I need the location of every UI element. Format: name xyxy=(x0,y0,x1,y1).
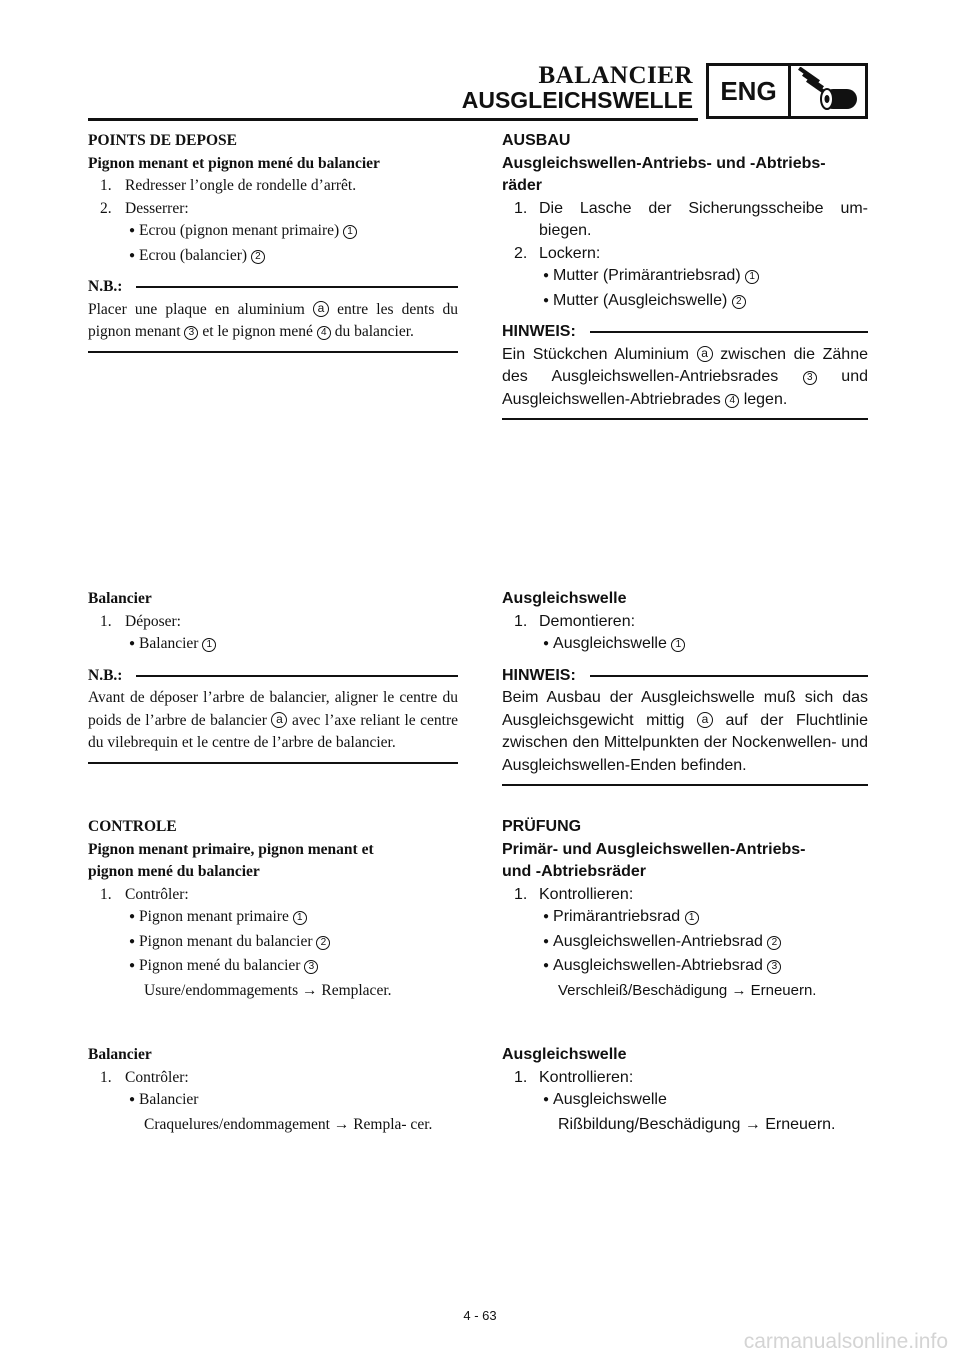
bullet-item: ● Ecrou (balancier) 2 xyxy=(88,245,458,270)
fr-balancer-section xyxy=(88,588,458,764)
ref-number: 4 xyxy=(725,394,739,408)
step: 1. Kontrollieren: xyxy=(514,885,634,903)
note-body: Ein Stückchen Aluminium a zwischen die Zähne des Ausgleichswellen-Antriebsrades 3 und Ausgleichswellen-Abtriebrades 4 legen. xyxy=(502,345,868,408)
section-badge xyxy=(706,63,868,119)
ref-number: 3 xyxy=(767,960,781,974)
de-removal-section xyxy=(502,130,868,420)
eng-label: ENG xyxy=(709,66,791,116)
bullet-item: ● Mutter (Primärantriebsrad) 1 xyxy=(502,265,868,290)
step: 2. Desserrer: xyxy=(100,199,189,217)
ref-number: 3 xyxy=(803,371,817,385)
bullet-item: ● Ausgleichswellen-Antriebsrad 2 xyxy=(502,931,868,956)
subsection-heading: Primär- und Ausgleichswellen-Antriebs- xyxy=(502,840,806,858)
subsection-heading: pignon mené du balancier xyxy=(88,863,260,880)
bullet-item: ● Pignon mené du balancier 3 xyxy=(88,955,458,980)
step: 1. Demontieren: xyxy=(514,612,636,630)
note-end-rule xyxy=(502,784,868,786)
ref-number: 1 xyxy=(293,911,307,925)
ref-number: 1 xyxy=(745,270,759,284)
bullet-item: ● Balancier xyxy=(88,1089,458,1114)
bullet-item: ● Pignon menant du balancier 2 xyxy=(88,931,458,956)
step: 2. Lockern: xyxy=(514,244,601,262)
result-text: Craquelures/endommagement → Rempla- cer. xyxy=(144,1115,433,1133)
subsection-heading: Ausgleichswelle xyxy=(502,590,627,607)
header-rule xyxy=(88,118,698,121)
note-header: N.B.: xyxy=(88,665,458,688)
note-end-rule xyxy=(88,351,458,353)
ref-number: 3 xyxy=(304,960,318,974)
note-header: HINWEIS: xyxy=(502,321,868,344)
ref-number: 2 xyxy=(732,295,746,309)
note-body: Placer une plaque en aluminium a entre les dents du pignon menant 3 et le pignon mené 4 du balancier. xyxy=(88,300,459,340)
step: 1. Redresser l’ongle de rondelle d’arrêt. xyxy=(100,177,357,194)
subsection-heading: Ausgleichswellen-Antriebs- und -Abtriebs- räder xyxy=(502,154,826,194)
ref-number: 2 xyxy=(251,250,265,264)
step: 1. Contrôler: xyxy=(100,885,189,903)
note-header: HINWEIS: xyxy=(502,665,868,688)
bullet-item: ● Ausgleichswellen-Abtriebsrad 3 xyxy=(502,955,868,980)
ref-letter: a xyxy=(697,712,713,728)
ref-letter: a xyxy=(697,346,713,362)
step: 1. Kontrollieren: xyxy=(514,1068,634,1086)
bullet-item: ● Balancier 1 xyxy=(88,633,458,658)
ref-number: 1 xyxy=(202,638,216,652)
fr-control-section xyxy=(88,816,458,1002)
ref-number: 4 xyxy=(317,326,331,340)
header-title-fr: BALANCIER xyxy=(538,62,693,89)
page-number: 4 - 63 xyxy=(463,1308,497,1323)
de-balancer-section xyxy=(502,588,868,786)
step: 1. Contrôler: xyxy=(100,1068,189,1086)
note-body: Beim Ausbau der Ausgleichswelle muß sich das Ausgleichsgewicht mittig a auf der Fluchtlinie zwischen den Mittelpunkten der Nockenwellen- und Ausgleichswellen-Enden befinden. xyxy=(502,689,868,774)
bullet-item: ● Ausgleichswelle xyxy=(502,1089,868,1114)
section-heading: AUSBAU xyxy=(502,132,571,149)
note-end-rule xyxy=(502,418,868,420)
section-heading: POINTS DE DEPOSE xyxy=(88,132,238,149)
subsection-heading: Pignon menant primaire, pignon menant et xyxy=(88,840,374,858)
ref-letter: a xyxy=(313,301,329,317)
ref-letter: a xyxy=(271,712,287,728)
bullet-item: ● Primärantriebsrad 1 xyxy=(502,906,868,931)
note-header: N.B.: xyxy=(88,276,458,299)
de-balancer-check-section xyxy=(502,1044,868,1136)
ref-number: 1 xyxy=(343,225,357,239)
ref-number: 2 xyxy=(316,936,330,950)
subsection-heading: Ausgleichswelle xyxy=(502,1046,627,1063)
ref-number: 2 xyxy=(767,936,781,950)
ref-number: 3 xyxy=(184,326,198,340)
fr-removal-section xyxy=(88,130,458,353)
fr-balancer-check-section xyxy=(88,1044,458,1136)
de-control-section xyxy=(502,816,868,1002)
section-heading: PRÜFUNG xyxy=(502,818,582,835)
engine-tool-icon xyxy=(791,66,865,116)
note-body: Avant de déposer l’arbre de balancier, aligner le centre du poids de l’arbre de balancier a avec l’axe reliant le centre du vilebrequin et le centre de l’arbre de balancier. xyxy=(88,689,459,751)
subsection-heading: Balancier xyxy=(88,1046,152,1063)
subsection-heading: und -Abtriebsräder xyxy=(502,863,647,880)
subsection-heading: Pignon menant et pignon mené du balancier xyxy=(88,154,380,172)
subsection-heading: Balancier xyxy=(88,590,152,607)
step: 1. Déposer: xyxy=(100,612,181,630)
bullet-item: ● Pignon menant primaire 1 xyxy=(88,906,458,931)
result-text: Usure/endommagements → Remplacer. xyxy=(144,981,392,999)
result-text: Rißbildung/Beschädigung → Erneuern. xyxy=(558,1115,836,1133)
ref-number: 1 xyxy=(671,638,685,652)
ref-number: 1 xyxy=(685,911,699,925)
bullet-item: ● Ecrou (pignon menant primaire) 1 xyxy=(88,220,458,245)
bullet-item: ● Ausgleichswelle 1 xyxy=(502,633,868,658)
note-end-rule xyxy=(88,762,458,764)
result-text: Verschleiß/Beschädigung → Erneuern. xyxy=(558,981,817,999)
watermark: carmanualsonline.info xyxy=(743,1330,948,1353)
step: 1. Die Lasche der Sicherungsscheibe um- biegen. xyxy=(514,199,868,239)
header-title-de: AUSGLEICHSWELLE xyxy=(461,87,693,113)
section-heading: CONTROLE xyxy=(88,818,177,835)
bullet-item: ● Mutter (Ausgleichswelle) 2 xyxy=(502,290,868,315)
